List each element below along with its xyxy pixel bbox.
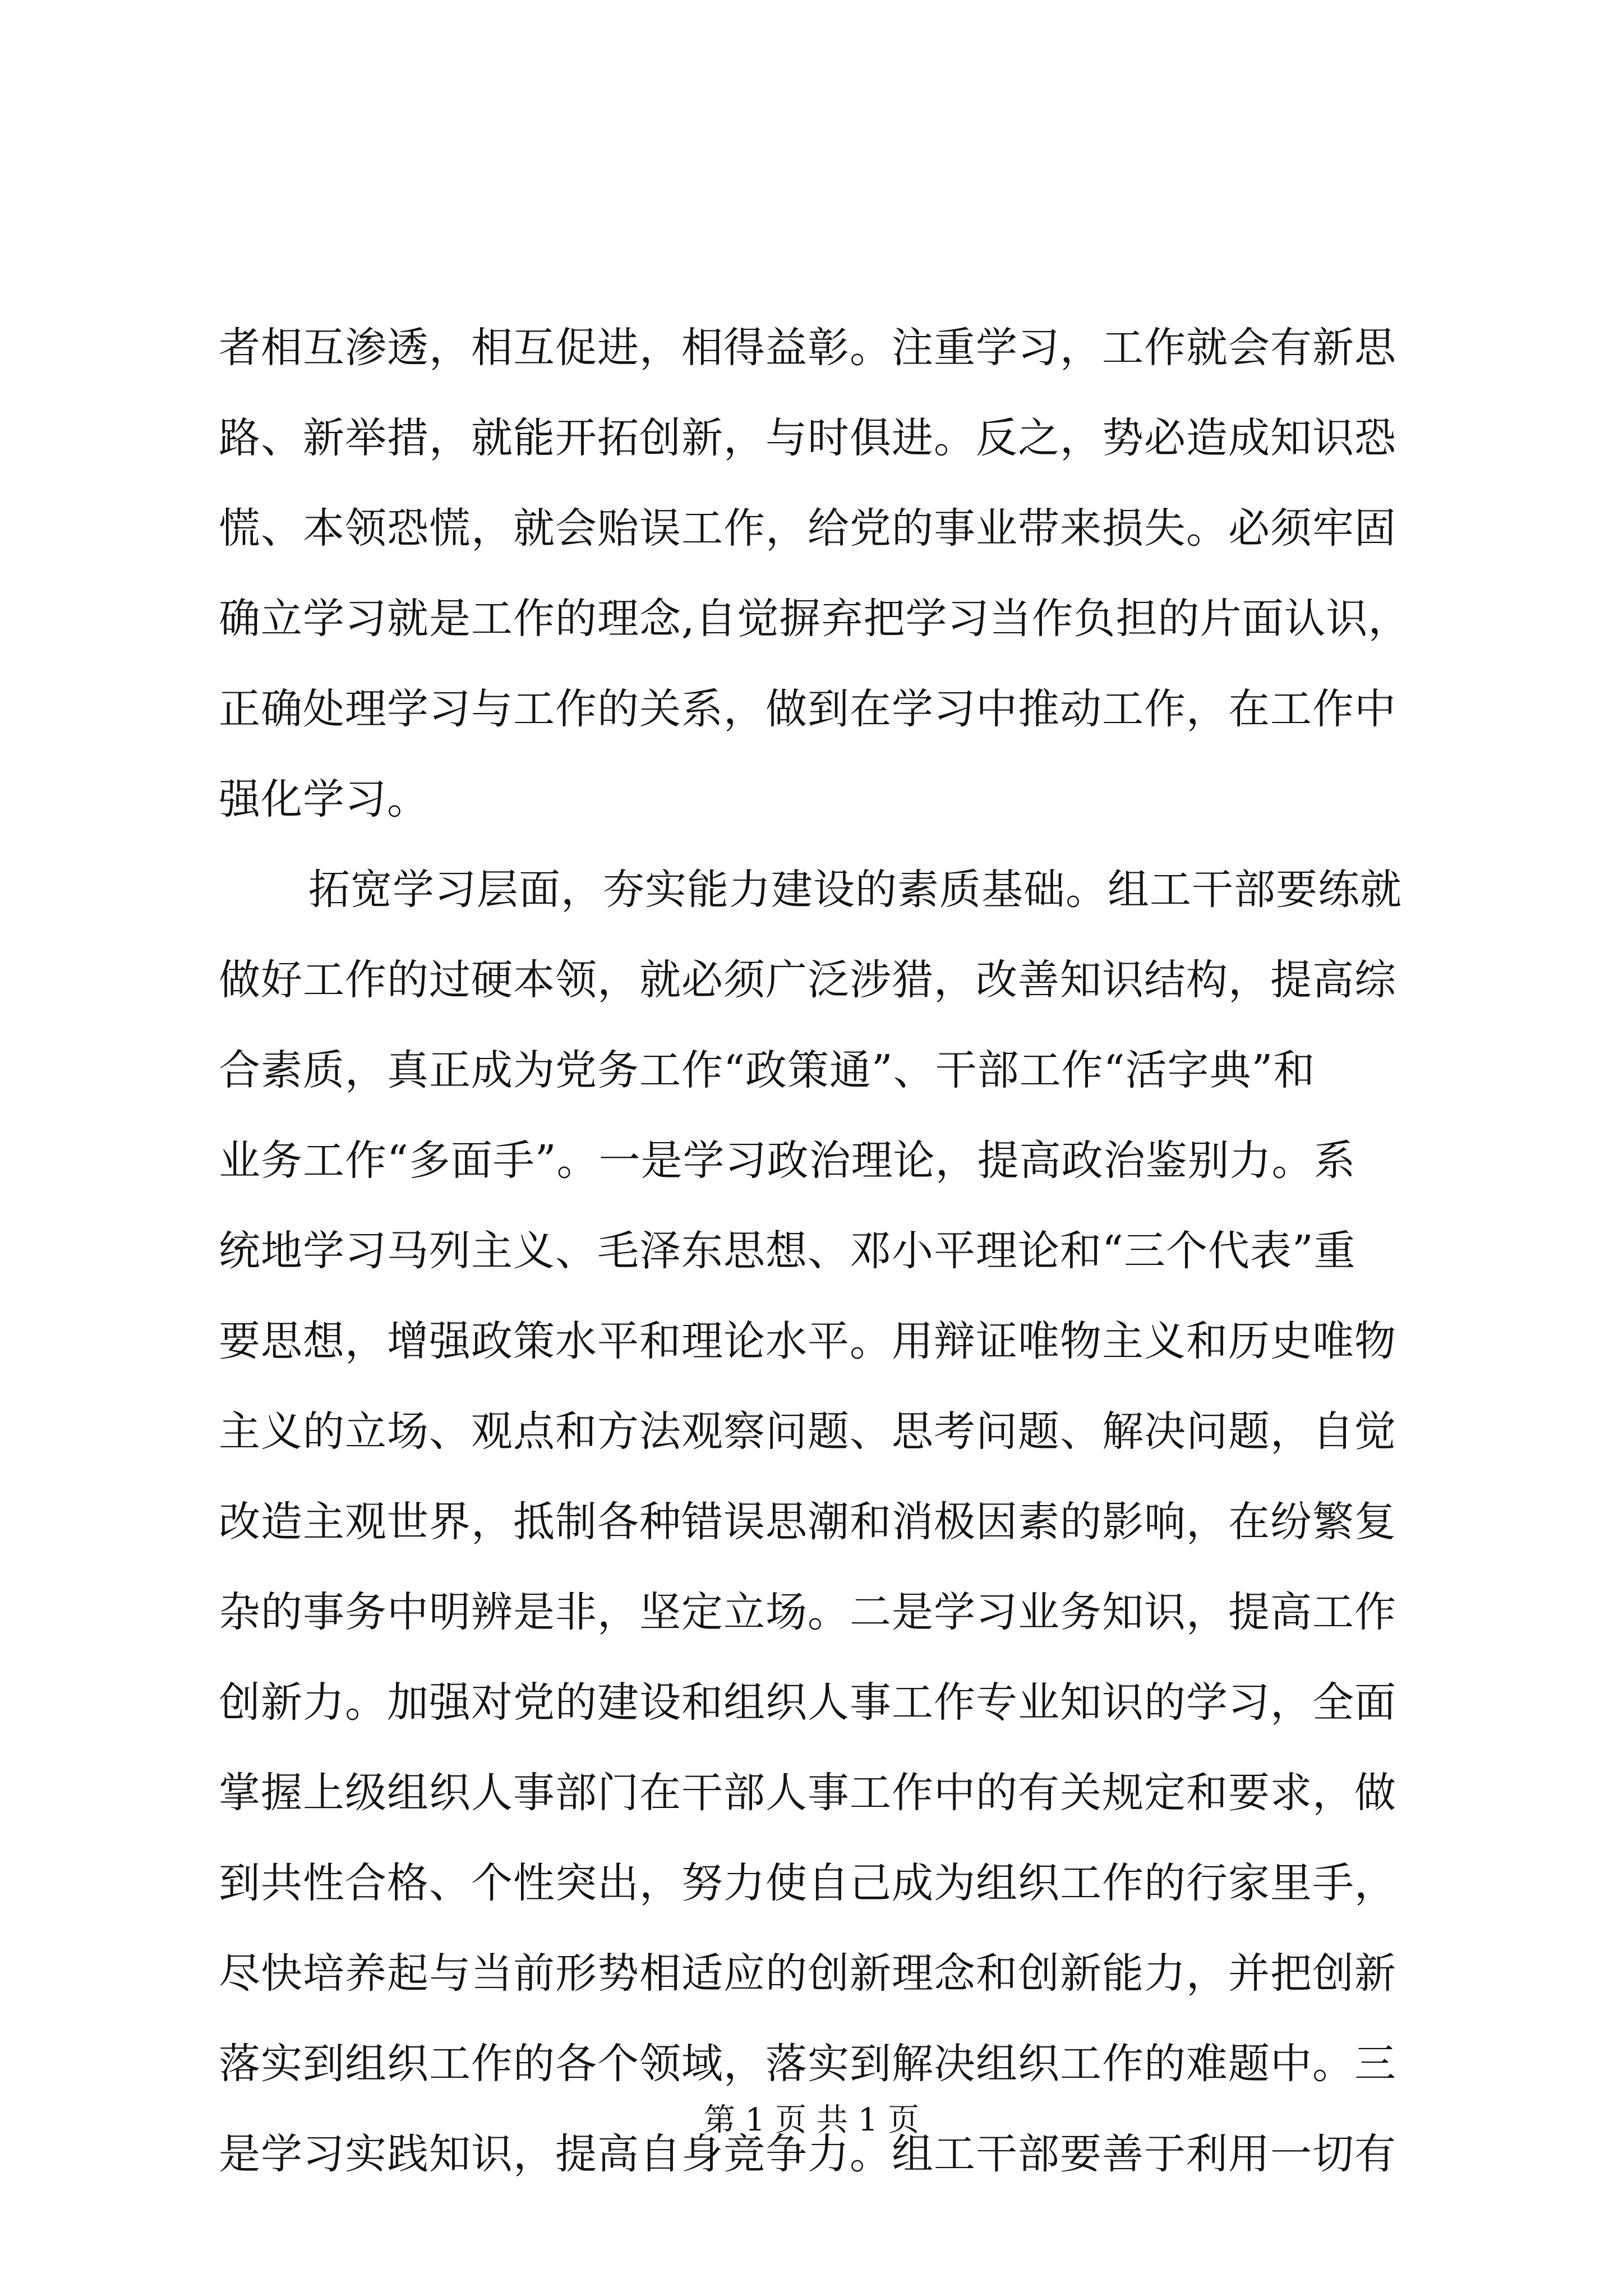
text-line: 路、新举措，就能开拓创新，与时俱进。反之，势必造成知识恐 (219, 414, 1396, 462)
page-footer (0, 2098, 1623, 2143)
text-line: 正确处理学习与工作的关系，做到在学习中推动工作，在工作中 (219, 685, 1396, 733)
text-line: 是学习实践知识，提高自身竞争力。组工干部要善于利用一切有 (219, 2130, 1396, 2178)
text-line: 掌握上级组织人事部门在干部人事工作中的有关规定和要求，做 (219, 1769, 1396, 1817)
paragraph-1 (219, 303, 1436, 845)
document-body (219, 303, 1436, 2200)
text-line: 合素质，真正成为党务工作“政策通”、干部工作“活字典”和 (219, 1046, 1316, 1094)
text-line: 改造主观世界，抵制各种错误思潮和消极因素的影响，在纷繁复 (219, 1498, 1396, 1546)
page-number-label: 第 1 页 共 1 页 (703, 2102, 920, 2138)
text-line: 强化学习。 (219, 775, 429, 823)
text-line: 杂的事务中明辨是非，坚定立场。二是学习业务知识，提高工作 (219, 1588, 1396, 1636)
paragraph-2 (219, 845, 1436, 2200)
text-line: 业务工作“多面手”。一是学习政治理论，提高政治鉴别力。系 (219, 1137, 1356, 1185)
text-line: 落实到组织工作的各个领域，落实到解决组织工作的难题中。三 (219, 2040, 1396, 2088)
text-line: 要思想，增强政策水平和理论水平。用辩证唯物主义和历史唯物 (219, 1317, 1396, 1365)
text-line: 拓宽学习层面，夯实能力建设的素质基础。组工干部要练就 (308, 866, 1402, 914)
text-line: 做好工作的过硬本领，就必须广泛涉猎，改善知识结构，提高综 (219, 956, 1396, 1004)
text-line: 主义的立场、观点和方法观察问题、思考问题、解决问题，自觉 (219, 1407, 1396, 1456)
text-line: 者相互渗透，相互促进，相得益彰。注重学习，工作就会有新思 (219, 324, 1396, 372)
text-line: 确立学习就是工作的理念,自觉摒弃把学习当作负担的片面认识， (219, 595, 1410, 643)
text-line: 到共性合格、个性突出，努力使自己成为组织工作的行家里手， (219, 1859, 1396, 1907)
text-line: 统地学习马列主义、毛泽东思想、邓小平理论和“三个代表”重 (219, 1227, 1356, 1275)
text-line: 慌、本领恐慌，就会贻误工作，给党的事业带来损失。必须牢固 (219, 504, 1396, 553)
text-line: 尽快培养起与当前形势相适应的创新理念和创新能力，并把创新 (219, 1949, 1396, 1998)
text-line: 创新力。加强对党的建设和组织人事工作专业知识的学习，全面 (219, 1678, 1396, 1727)
